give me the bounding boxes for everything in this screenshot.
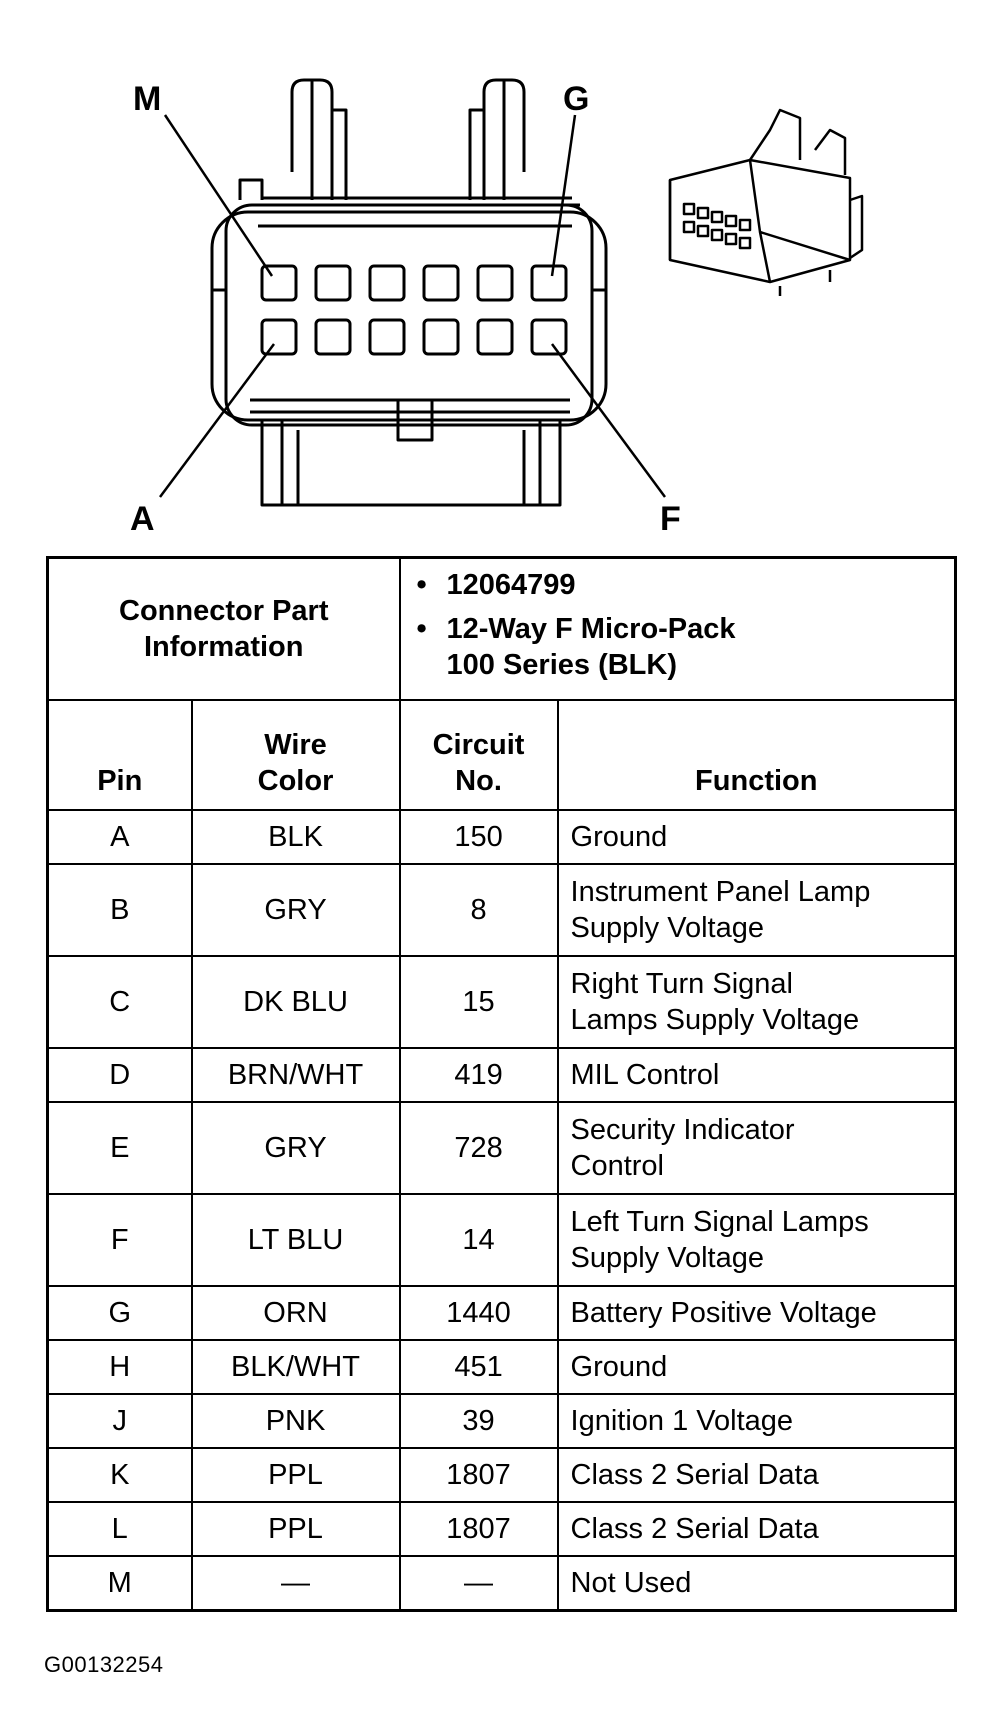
table-row [48,1556,956,1611]
table-row [48,1502,956,1556]
function-cell: Class 2 Serial Data [558,1448,956,1502]
circuit-cell: 1807 [400,1502,558,1556]
circuit-cell: 8 [400,864,558,956]
wire-color-cell: GRY [192,1102,400,1194]
circuit-cell: 14 [400,1194,558,1286]
circuit-cell: 451 [400,1340,558,1394]
header-pin: Pin [48,700,192,810]
connector-info-details [400,558,956,701]
figure-id: G00132254 [44,1652,164,1677]
function-cell: Ground [558,810,956,864]
circuit-cell: 39 [400,1394,558,1448]
pin-cell: H [48,1340,192,1394]
right-latch [470,80,524,200]
table-row [48,956,956,1048]
wire-color-cell: BLK [192,810,400,864]
part-number: • 12064799 [416,569,576,601]
function-cell: MIL Control [558,1048,956,1102]
wire-color-cell: BLK/WHT [192,1340,400,1394]
function-cell: Instrument Panel Lamp Supply Voltage [558,864,956,956]
circuit-cell: 1440 [400,1286,558,1340]
table-row [48,1194,956,1286]
circuit-cell: 728 [400,1102,558,1194]
function-cell: Not Used [558,1556,956,1611]
connector-3d-view [670,110,862,296]
function-cell: Battery Positive Voltage [558,1286,956,1340]
pin-cell: A [48,810,192,864]
pin-label-f: F [660,500,681,538]
pin-cavities [262,266,566,354]
function-cell: Ground [558,1340,956,1394]
function-cell: Right Turn Signal Lamps Supply Voltage [558,956,956,1048]
connector-body [212,180,606,505]
header-wire-color: Wire Color [192,700,400,810]
pin-cell: M [48,1556,192,1611]
wire-color-cell: PNK [192,1394,400,1448]
connector-info-label: Connector Part Information [48,558,400,701]
header-function: Function [558,700,956,810]
table-row [48,1448,956,1502]
pin-label-g: G [563,80,590,118]
function-cell: Class 2 Serial Data [558,1502,956,1556]
function-cell: Ignition 1 Voltage [558,1394,956,1448]
pin-cell: B [48,864,192,956]
circuit-cell: 150 [400,810,558,864]
connector-info-row [48,558,956,701]
pinout-table [46,556,957,1612]
pin-cell: L [48,1502,192,1556]
table-row [48,864,956,956]
wire-color-cell: LT BLU [192,1194,400,1286]
left-latch [292,80,346,200]
wire-color-cell: PPL [192,1448,400,1502]
table-row [48,1102,956,1194]
connector-description: • 12-Way F Micro-Pack 100 Series (BLK) [416,613,736,681]
table-row [48,1286,956,1340]
function-cell: Security Indicator Control [558,1102,956,1194]
circuit-cell: 419 [400,1048,558,1102]
wire-color-cell: BRN/WHT [192,1048,400,1102]
table-row [48,810,956,864]
pin-cell: K [48,1448,192,1502]
connector-diagram [0,0,998,540]
pin-cell: J [48,1394,192,1448]
table-row [48,1048,956,1102]
pin-cell: G [48,1286,192,1340]
table-row [48,1340,956,1394]
circuit-cell: — [400,1556,558,1611]
header-circuit-no: Circuit No. [400,700,558,810]
circuit-cell: 15 [400,956,558,1048]
pin-cell: C [48,956,192,1048]
table-header-row [48,700,956,810]
pin-label-a: A [130,500,155,538]
wire-color-cell: — [192,1556,400,1611]
wire-color-cell: DK BLU [192,956,400,1048]
wire-color-cell: GRY [192,864,400,956]
wire-color-cell: PPL [192,1502,400,1556]
wire-color-cell: ORN [192,1286,400,1340]
function-cell: Left Turn Signal Lamps Supply Voltage [558,1194,956,1286]
table-row [48,1394,956,1448]
pin-cell: E [48,1102,192,1194]
circuit-cell: 1807 [400,1448,558,1502]
pin-cell: D [48,1048,192,1102]
pin-cell: F [48,1194,192,1286]
pin-rows [48,810,956,1611]
pin-label-m: M [133,80,162,118]
